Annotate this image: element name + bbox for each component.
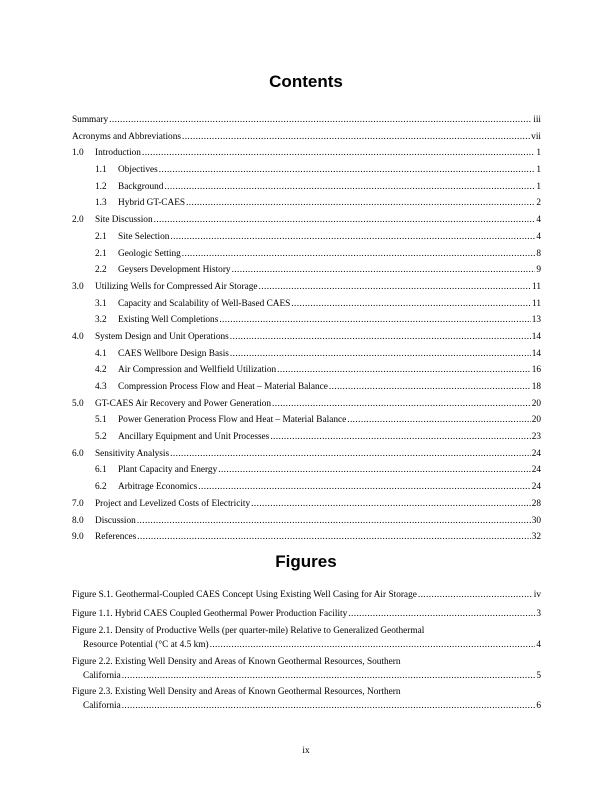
toc-entry-page: 13 <box>531 315 541 326</box>
dot-leader <box>122 669 536 683</box>
toc-entry-page: vii <box>531 131 541 142</box>
toc-entry[interactable] <box>72 112 541 129</box>
toc-entry-title: Hybrid GT-CAES <box>118 198 186 209</box>
dot-leader <box>347 412 530 429</box>
dot-leader <box>418 587 533 603</box>
figure-entry[interactable] <box>72 624 541 652</box>
figure-entry-title: Figure 2.3. Existing Well Density and Areas of Known Geothermal Resources, Northern <box>72 687 401 697</box>
toc-entry[interactable] <box>72 362 541 379</box>
toc-entry[interactable] <box>72 179 541 196</box>
dot-leader <box>109 112 532 129</box>
toc-entry-number: 2.1 <box>95 248 107 259</box>
toc-entry-page: 11 <box>532 281 541 292</box>
dot-leader <box>348 606 535 622</box>
toc-entry-number: 5.1 <box>95 415 107 426</box>
list-of-figures <box>72 587 541 716</box>
figure-entry-title-cont: Resource Potential (°C at 4.5 km) <box>83 640 209 650</box>
toc-entry-page: 30 <box>531 515 541 526</box>
dot-leader <box>154 212 536 229</box>
dot-leader <box>230 346 531 363</box>
figure-entry-title: Figure 2.2. Existing Well Density and Areas of Known Geothermal Resources, Southern <box>72 656 401 667</box>
page-number: ix <box>302 746 310 756</box>
toc-entry[interactable] <box>72 279 541 296</box>
toc-entry[interactable] <box>72 446 541 463</box>
toc-entry-title: References <box>95 532 137 543</box>
dot-leader <box>251 496 531 513</box>
dot-leader <box>170 446 531 463</box>
toc-entry[interactable] <box>72 412 541 429</box>
toc-entry-number: 3.1 <box>95 298 107 309</box>
toc-entry-title: Capacity and Scalability of Well-Based CAES <box>118 298 291 309</box>
figure-entry-page: iv <box>533 590 541 600</box>
toc-entry-page: 14 <box>531 348 541 359</box>
toc-entry-page: 1 <box>536 181 541 192</box>
toc-entry-title: Arbitrage Economics <box>118 482 198 493</box>
toc-entry-title: Utilizing Wells for Compressed Air Storage <box>95 281 258 292</box>
toc-entry-page: 4 <box>536 215 541 226</box>
toc-entry-page: 16 <box>531 365 541 376</box>
dot-leader <box>122 699 536 713</box>
toc-entry-number: 6.2 <box>95 482 107 493</box>
toc-entry-number: 1.2 <box>95 181 107 192</box>
toc-entry[interactable] <box>72 246 541 263</box>
toc-entry-number: 1.0 <box>72 148 84 159</box>
toc-entry-title: Introduction <box>95 148 141 159</box>
toc-entry-number: 4.0 <box>72 331 84 342</box>
toc-entry-title: Geysers Development History <box>118 265 231 276</box>
figure-entry-page: 3 <box>536 608 541 619</box>
toc-entry[interactable] <box>72 346 541 363</box>
dot-leader <box>170 229 535 246</box>
toc-entry-title: Air Compression and Wellfield Utilization <box>118 365 277 376</box>
dot-leader <box>198 479 530 496</box>
toc-entry-page: 11 <box>532 298 541 309</box>
figure-entry-title: Figure 1.1. Hybrid CAES Coupled Geothermal Power Production Facility <box>72 608 348 619</box>
figure-entry[interactable] <box>72 685 541 713</box>
toc-entry-title: Compression Process Flow and Heat – Material Balance <box>118 382 328 392</box>
toc-entry[interactable] <box>72 529 541 546</box>
toc-entry-title: Site Discussion <box>95 215 153 226</box>
toc-entry[interactable] <box>72 162 541 179</box>
dot-leader <box>164 179 535 196</box>
figure-entry[interactable] <box>72 655 541 683</box>
toc-entry-number: 5.2 <box>95 432 107 443</box>
figure-entry-title-cont: California <box>83 701 121 711</box>
toc-entry-title: Project and Levelized Costs of Electricity <box>95 498 251 509</box>
toc-entry-page: 24 <box>531 482 541 493</box>
toc-entry-title: CAES Wellbore Design Basis <box>118 348 229 359</box>
toc-entry-number: 4.1 <box>95 348 107 359</box>
dot-leader <box>230 329 531 346</box>
toc-entry-number: 5.0 <box>72 398 84 409</box>
toc-entry[interactable] <box>72 129 541 146</box>
toc-entry-page: 18 <box>531 382 541 392</box>
toc-entry[interactable] <box>72 195 541 212</box>
dot-leader <box>210 638 536 652</box>
toc-entry-title: Plant Capacity and Energy <box>118 465 218 476</box>
dot-leader <box>277 362 531 379</box>
figure-entry-page: 5 <box>536 670 541 681</box>
toc-entry-page: 8 <box>536 248 541 259</box>
dot-leader <box>182 246 536 263</box>
toc-entry-page: 24 <box>531 465 541 476</box>
dot-leader <box>159 162 536 179</box>
toc-entry-number: 1.1 <box>95 165 107 176</box>
dot-leader <box>142 145 535 162</box>
dot-leader <box>218 462 530 479</box>
figure-entry-continuation <box>72 699 541 713</box>
figure-entry-continuation <box>72 669 541 683</box>
figure-entry-title: Figure S.1. Geothermal-Coupled CAES Concept Using Existing Well Casing for Air Storage <box>72 590 417 600</box>
toc-entry-title: Background <box>118 181 164 192</box>
figure-entry-page: 6 <box>536 701 541 711</box>
dot-leader <box>329 379 531 396</box>
toc-entry-page: 9 <box>536 265 541 276</box>
figure-entry-continuation <box>72 638 541 652</box>
toc-entry-title: Power Generation Process Flow and Heat – Material Balance <box>118 415 347 426</box>
toc-entry[interactable] <box>72 462 541 479</box>
dot-leader <box>219 312 530 329</box>
figure-entry-title: Figure 2.1. Density of Productive Wells (per quarter-mile) Relative to Generalized Geothermal <box>72 626 425 636</box>
toc-entry-number: 9.0 <box>72 532 84 543</box>
dot-leader <box>272 396 531 413</box>
toc-entry[interactable] <box>72 379 541 396</box>
toc-entry[interactable] <box>72 479 541 496</box>
figure-entry[interactable] <box>72 606 541 622</box>
toc-entry[interactable] <box>72 329 541 346</box>
toc-entry-number: 2.0 <box>72 215 84 226</box>
table-of-contents <box>72 112 541 546</box>
toc-entry-page: 20 <box>531 398 541 409</box>
toc-entry-title: Ancillary Equipment and Unit Processes <box>118 432 270 443</box>
toc-entry-page: 14 <box>531 331 541 342</box>
toc-entry-page: 1 <box>536 148 541 159</box>
toc-entry[interactable] <box>72 496 541 513</box>
toc-entry-number: 7.0 <box>72 498 84 509</box>
toc-entry-title: Sensitivity Analysis <box>95 448 170 459</box>
contents-heading: Contents <box>269 72 343 91</box>
dot-leader <box>137 529 530 546</box>
dot-leader <box>291 296 531 313</box>
toc-entry-page: 24 <box>531 448 541 459</box>
toc-entry[interactable] <box>72 145 541 162</box>
toc-entry-page: 20 <box>531 415 541 426</box>
figure-entry-page: 4 <box>536 640 541 650</box>
toc-entry-page: 4 <box>536 231 541 242</box>
toc-entry-title: Existing Well Completions <box>118 315 219 326</box>
toc-entry[interactable] <box>72 312 541 329</box>
toc-entry-title: Objectives <box>118 165 158 176</box>
toc-entry-page: iii <box>533 115 541 125</box>
toc-entry[interactable] <box>72 229 541 246</box>
toc-entry-number: 2.2 <box>95 265 107 276</box>
dot-leader <box>137 513 531 530</box>
toc-entry-title: Site Selection <box>118 231 170 242</box>
dot-leader <box>259 279 532 296</box>
figure-entry-title-cont: California <box>83 670 121 681</box>
dot-leader <box>270 429 530 446</box>
toc-entry-title: GT-CAES Air Recovery and Power Generation <box>95 398 272 409</box>
toc-entry-number: 8.0 <box>72 515 84 526</box>
figure-entry[interactable] <box>72 587 541 603</box>
toc-entry-page: 32 <box>531 532 541 543</box>
toc-entry-title: Acronyms and Abbreviations <box>72 131 181 142</box>
toc-entry-title: Geologic Setting <box>118 248 181 259</box>
toc-entry[interactable] <box>72 513 541 530</box>
toc-entry-number: 4.2 <box>95 365 107 376</box>
toc-entry-title: Summary <box>72 115 109 125</box>
toc-entry[interactable] <box>72 212 541 229</box>
toc-entry[interactable] <box>72 262 541 279</box>
toc-entry-number: 4.3 <box>95 382 107 392</box>
toc-entry-page: 23 <box>531 432 541 443</box>
toc-entry-number: 1.3 <box>95 198 107 209</box>
toc-entry-title: System Design and Unit Operations <box>95 331 229 342</box>
toc-entry-number: 2.1 <box>95 231 107 242</box>
toc-entry-number: 3.2 <box>95 315 107 326</box>
dot-leader <box>182 129 530 146</box>
dot-leader <box>232 262 536 279</box>
toc-entry-title: Discussion <box>95 515 136 526</box>
toc-entry[interactable] <box>72 396 541 413</box>
toc-entry-page: 1 <box>536 165 541 176</box>
dot-leader <box>186 195 535 212</box>
toc-entry-page: 28 <box>531 498 541 509</box>
toc-entry-number: 6.0 <box>72 448 84 459</box>
toc-entry[interactable] <box>72 296 541 313</box>
figures-heading: Figures <box>275 552 337 571</box>
toc-entry[interactable] <box>72 429 541 446</box>
toc-entry-page: 2 <box>536 198 541 209</box>
toc-entry-number: 3.0 <box>72 281 84 292</box>
toc-entry-number: 6.1 <box>95 465 107 476</box>
